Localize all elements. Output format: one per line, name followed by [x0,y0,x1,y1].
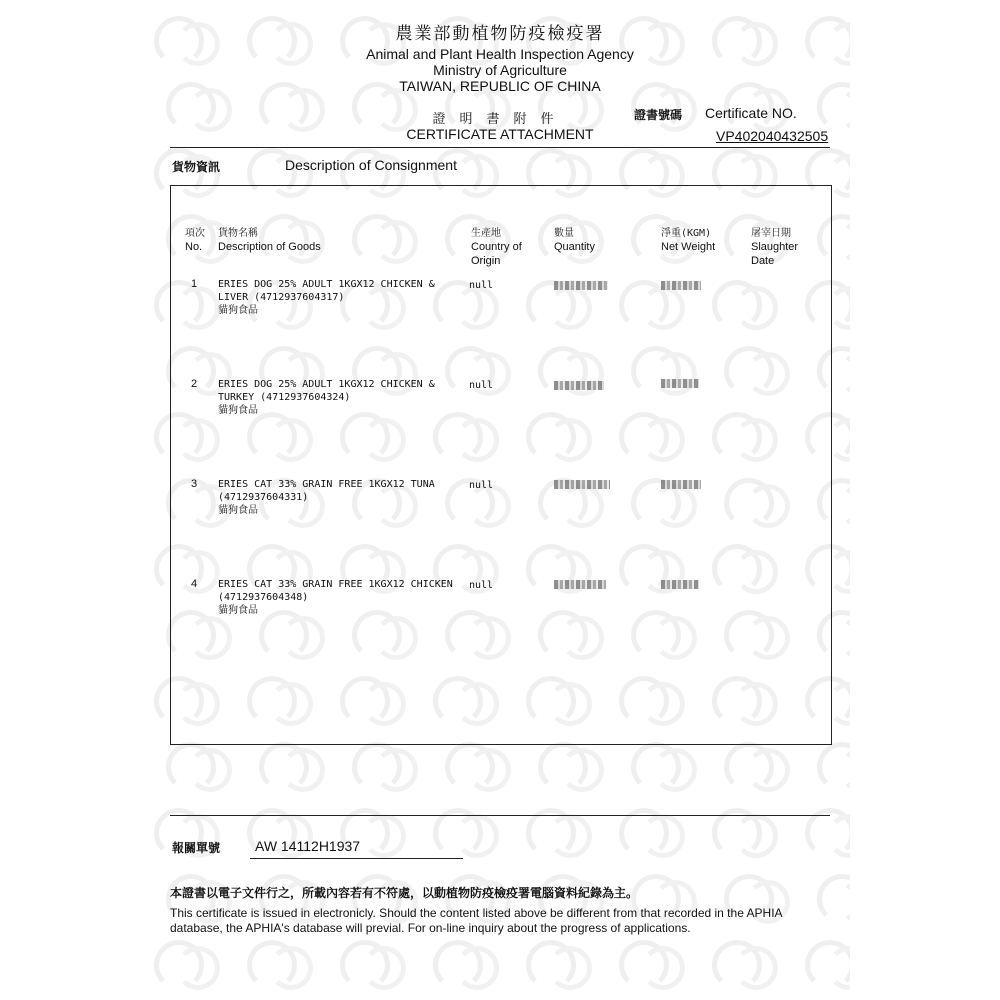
watermark-emblem [534,736,604,796]
row-3-qty-redacted [554,480,610,489]
watermark-emblem [801,802,850,862]
consignment-label-en: Description of Consignment [285,157,457,173]
row-3-no: 3 [191,478,198,490]
row-2-weight-redacted [661,379,699,388]
row-1-origin: null [469,280,494,291]
certificate-label-zh: 證書號碼 [634,108,683,122]
watermark-emblem [522,934,592,990]
row-4-weight-redacted [661,580,699,589]
row-4-desc-en: ERIES CAT 33% GRAIN FREE 1KGX12 CHICKEN (4712937604348) [218,579,453,603]
row-2-desc-zh: 貓狗食品 [218,405,258,416]
watermark-emblem [348,736,418,796]
row-1-qty-redacted [554,281,608,290]
watermark-emblem [522,802,592,862]
col-desc-en: Description of Goods [218,241,321,253]
row-3-desc-en: ERIES CAT 33% GRAIN FREE 1KGX12 TUNA (4712937604331) [218,479,435,503]
header-divider [170,147,830,148]
col-slaughter-en: Slaughter Date [751,241,799,267]
row-2-desc [218,378,470,417]
row-2-qty-redacted [554,381,604,390]
row-1-weight-redacted [661,281,701,290]
col-no-en: No. [185,241,203,253]
row-4-desc [218,578,470,617]
declaration-underline [250,858,463,859]
consignment-label-zh: 貨物資訊 [172,160,221,174]
col-slaughter-zh: 屠宰日期 [751,228,791,239]
country-name: TAIWAN, REPUBLIC OF CHINA [399,78,601,94]
notice-zh: 本證書以電子文件行之，所載內容若有不符處，以動植物防疫檢疫署電腦資料紀錄為主。 [170,886,639,900]
row-4-desc-zh: 貓狗食品 [218,605,258,616]
watermark-emblem [708,934,778,990]
watermark-emblem [150,934,220,990]
col-origin-zh: 生產地 [471,228,501,239]
ministry-name: Ministry of Agriculture [433,62,567,78]
row-1-desc-zh: 貓狗食品 [218,305,258,316]
col-desc-zh: 貨物名稱 [218,228,258,239]
col-qty-zh: 數量 [554,228,574,239]
row-2-origin: null [469,380,494,391]
row-4-origin: null [469,580,494,591]
watermark-emblem [429,934,499,990]
declaration-number: AW 14112H1937 [255,838,361,854]
row-2-desc-en: ERIES DOG 25% ADULT 1KGX12 CHICKEN & TURKEY (4712937604324) [218,379,435,403]
col-no-zh: 項次 [185,228,205,239]
footer-divider [170,815,830,816]
row-4-qty-redacted [554,580,606,589]
agency-name-en: Animal and Plant Health Inspection Agency [366,46,634,62]
row-3-origin: null [469,480,494,491]
watermark-emblem [720,736,790,796]
row-2-no: 2 [191,378,198,390]
col-qty-en: Quantity [554,241,595,253]
row-3-desc [218,478,470,517]
row-3-weight-redacted [661,480,701,489]
row-3-desc-zh: 貓狗食品 [218,505,258,516]
col-weight-zh: 淨重(KGM) [661,228,712,239]
certificate-number: VP402040432505 [716,128,829,144]
watermark-emblem [801,934,850,990]
attachment-title-en: CERTIFICATE ATTACHMENT [406,126,594,142]
goods-table [170,185,832,745]
agency-header [0,22,1000,94]
row-1-no: 1 [191,278,198,290]
watermark-emblem [429,802,499,862]
declaration-label-zh: 報關單號 [172,841,221,855]
watermark-emblem [615,802,685,862]
watermark-emblem [336,934,406,990]
watermark-emblem [441,736,511,796]
watermark-emblem [708,802,778,862]
certificate-label-en: Certificate NO. [705,105,797,121]
row-1-desc-en: ERIES DOG 25% ADULT 1KGX12 CHICKEN & LIVER (4712937604317) [218,279,435,303]
attachment-title-zh: 證明書附件 [432,112,568,127]
watermark-emblem [243,934,313,990]
row-4-no: 4 [191,578,198,590]
notice-en: This certificate is issued in electronicly. Should the content listed above be different from that recorded in the APHIA database, the APHIA's database will previal. For on-line inquiry about the progress of applications. [170,906,782,935]
watermark-emblem [813,736,850,796]
col-origin-en: Country of Origin [471,241,522,267]
agency-name-zh: 農業部動植物防疫檢疫署 [395,24,605,44]
watermark-emblem [255,736,325,796]
watermark-emblem [162,736,232,796]
watermark-emblem [615,934,685,990]
col-weight-en: Net Weight [661,241,716,253]
watermark-emblem [627,736,697,796]
row-1-desc [218,278,470,317]
